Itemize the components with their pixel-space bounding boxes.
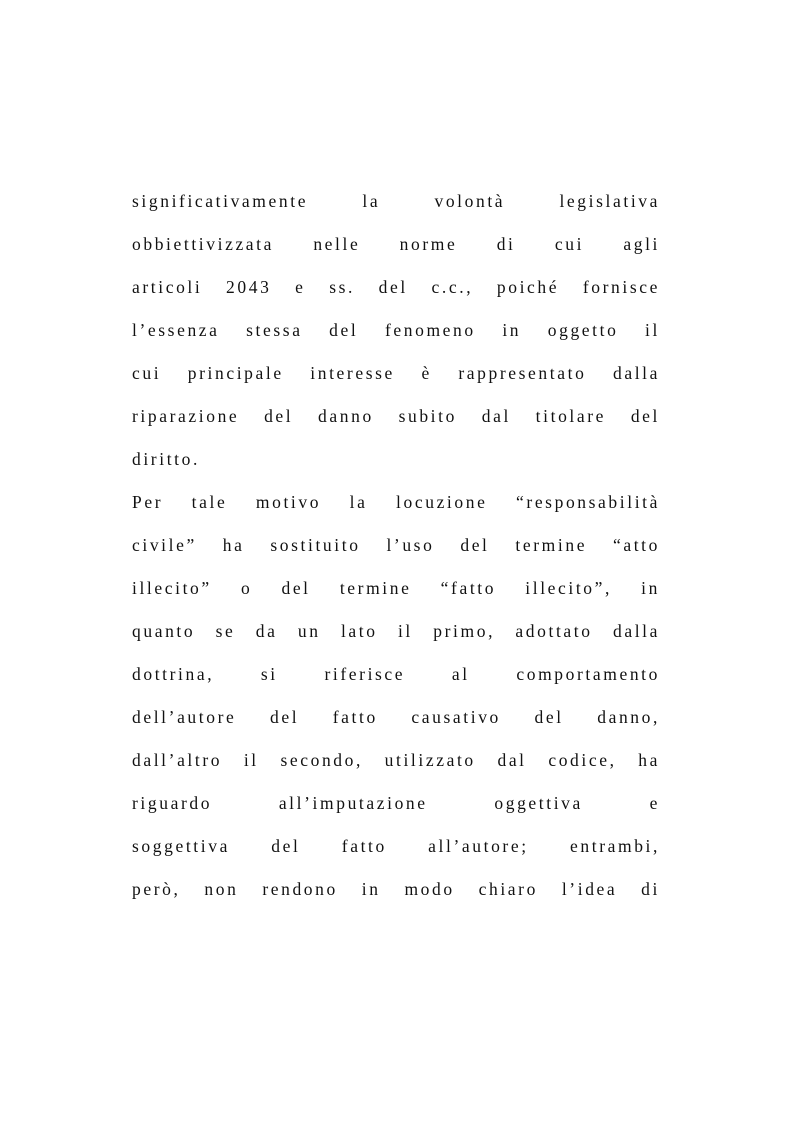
text-line: soggettiva del fatto all’autore; entrambi, xyxy=(132,836,660,856)
text-line: però, non rendono in modo chiaro l’idea di xyxy=(132,879,660,899)
body-text xyxy=(132,186,660,917)
text-line: riguardo all’imputazione oggettiva e xyxy=(132,793,660,813)
text-line: diritto. xyxy=(132,449,200,469)
text-line: riparazione del danno subito dal titolare del xyxy=(132,406,660,426)
text-line: cui principale interesse è rappresentato dalla xyxy=(132,363,660,383)
text-line: l’essenza stessa del fenomeno in oggetto il xyxy=(132,320,660,340)
text-line: dell’autore del fatto causativo del danno, xyxy=(132,707,660,727)
text-line: Per tale motivo la locuzione “responsabilità xyxy=(132,492,660,512)
text-line: dottrina, si riferisce al comportamento xyxy=(132,664,660,684)
text-line: civile” ha sostituito l’uso del termine “atto xyxy=(132,535,660,555)
text-line: obbiettivizzata nelle norme di cui agli xyxy=(132,234,660,254)
text-line: significativamente la volontà legislativa xyxy=(132,191,660,211)
text-line: articoli 2043 e ss. del c.c., poiché fornisce xyxy=(132,277,660,297)
text-line: illecito” o del termine “fatto illecito”, in xyxy=(132,578,660,598)
text-line: quanto se da un lato il primo, adottato dalla xyxy=(132,621,660,641)
text-line: dall’altro il secondo, utilizzato dal codice, ha xyxy=(132,750,660,770)
